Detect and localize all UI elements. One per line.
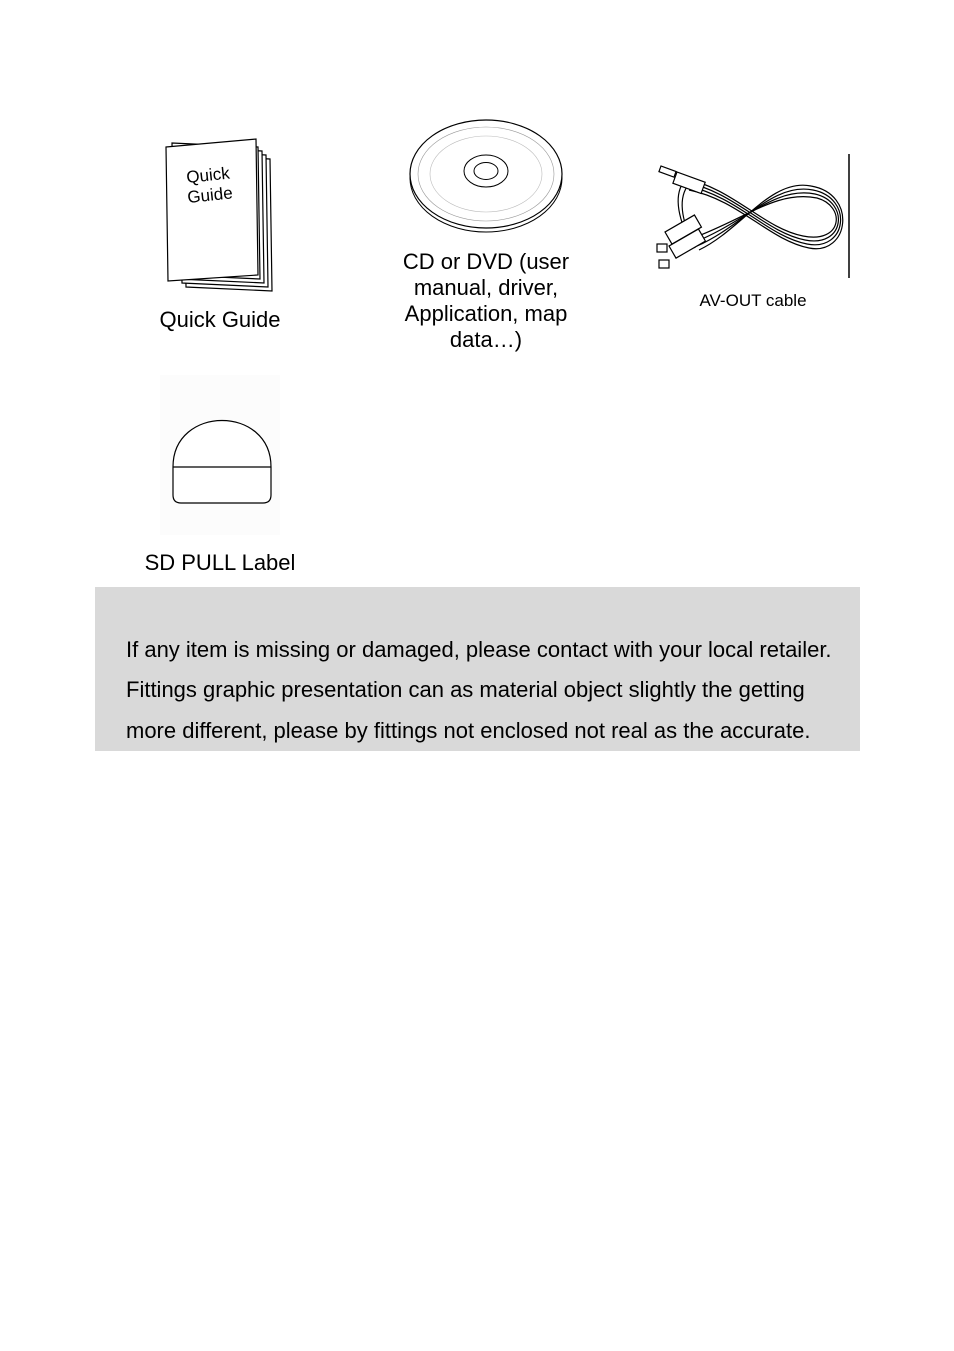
cd-dvd-caption-line-3: Application, map [404,301,568,326]
cd-dvd-caption-line-2: manual, driver, [413,275,559,300]
note-line-1: If any item is missing or damaged, please contact with your local retailer. [126,637,832,662]
av-out-cable-caption: AV-OUT cable [699,291,807,310]
sd-pull-label-caption: SD PULL Label [144,550,296,575]
av-out-cable-illustration [655,152,855,282]
sd-pull-label-illustration [160,375,280,535]
cd-disc-illustration [408,114,566,236]
quick-guide-illustration-text-2: Guide [186,183,234,207]
quick-guide-illustration-text-1: Quick [185,163,231,187]
quick-guide-booklet-illustration [160,135,280,295]
cd-dvd-caption [386,249,586,353]
quick-guide-caption: Quick Guide [159,307,281,332]
note-line-3: more different, please by fittings not enclosed not real as the accurate. [126,718,811,743]
cd-dvd-caption-line-1: CD or DVD (user [402,249,570,274]
note-line-2: Fittings graphic presentation can as material object slightly the getting [126,677,805,702]
cd-dvd-caption-line-4: data…) [449,327,523,352]
